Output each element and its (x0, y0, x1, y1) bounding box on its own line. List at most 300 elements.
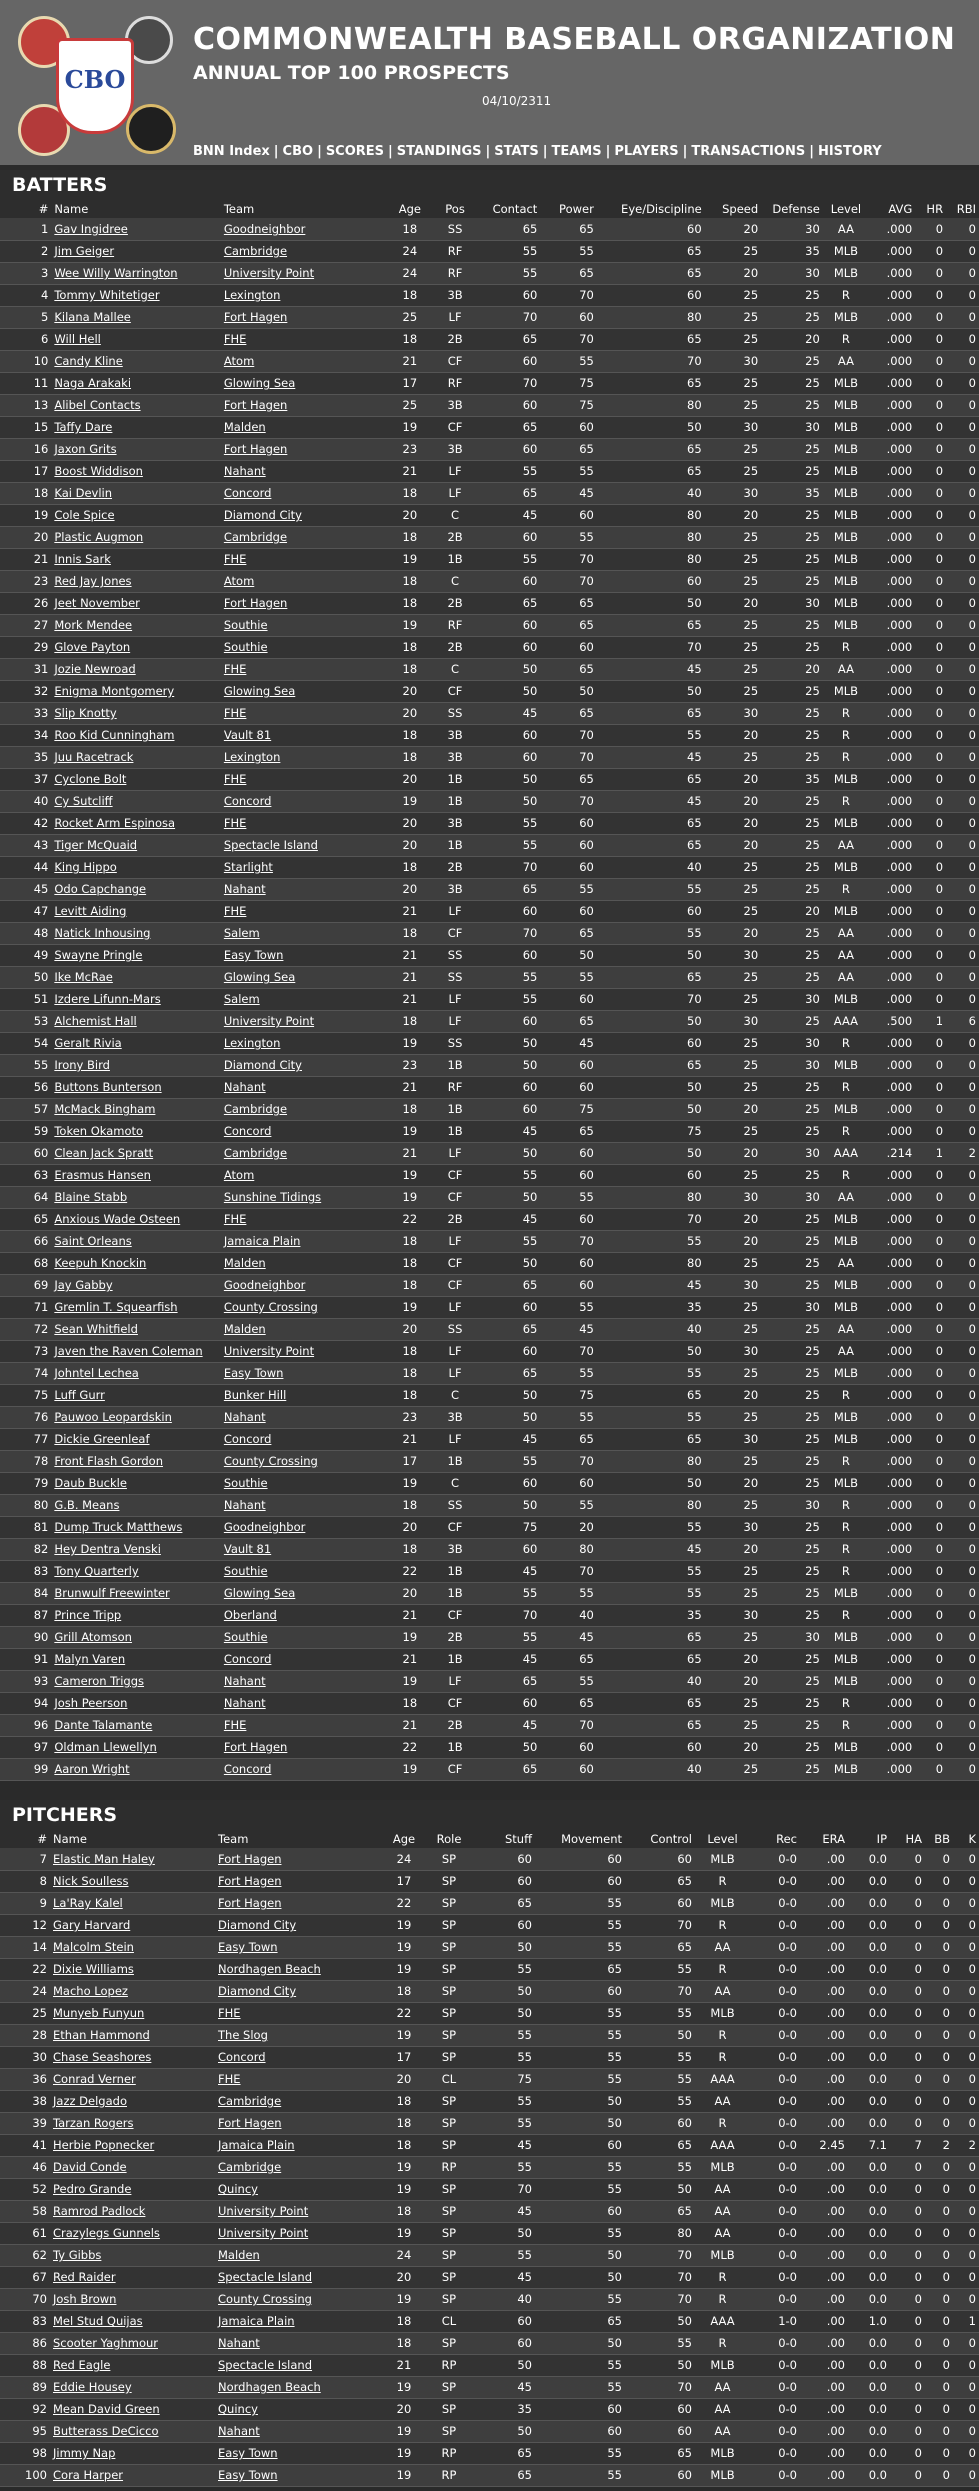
team-link[interactable]: Glowing Sea (223, 1586, 296, 1600)
table-cell: R (823, 1032, 869, 1054)
player-link[interactable]: Token Okamoto (54, 1124, 144, 1138)
team-link[interactable]: County Crossing (223, 1454, 318, 1468)
team-link[interactable]: FHE (218, 2072, 241, 2086)
nav-link-transactions[interactable]: TRANSACTIONS (691, 144, 806, 159)
nav-link-cbo[interactable]: CBO (282, 144, 314, 159)
table-cell (215, 1870, 385, 1892)
player-link[interactable]: Tony Quarterly (54, 1564, 139, 1578)
player-link[interactable]: Tommy Whitetiger (54, 288, 160, 302)
player-link[interactable]: Will Hell (54, 332, 101, 346)
player-link[interactable]: Tiger McQuaid (54, 838, 138, 852)
player-link[interactable]: Wee Willy Warrington (54, 266, 178, 280)
table-cell: 0 (915, 1274, 946, 1296)
player-link[interactable]: Red Raider (53, 2270, 116, 2284)
team-link[interactable]: Nahant (223, 1498, 266, 1512)
table-cell: 67 (0, 2266, 50, 2288)
table-cell: 19 (0, 504, 51, 526)
team-link[interactable]: Goodneighbor (223, 221, 306, 236)
team-link[interactable]: Fort Hagen (223, 310, 288, 324)
player-link[interactable]: Jazz Delgado (53, 2094, 127, 2108)
nav-link-stats[interactable]: STATS (494, 144, 539, 159)
team-link[interactable]: Nordhagen Beach (218, 1962, 321, 1976)
nav-link-players[interactable]: PLAYERS (614, 144, 679, 159)
player-link[interactable]: Malyn Varen (54, 1652, 126, 1666)
table-cell: 60 (0, 1142, 51, 1164)
team-link[interactable]: FHE (223, 816, 247, 830)
table-cell: .000 (869, 1670, 915, 1692)
team-link[interactable]: University Point (218, 2204, 309, 2218)
team-link[interactable]: Sunshine Tidings (223, 1190, 322, 1204)
table-cell: .000 (869, 812, 915, 834)
player-link[interactable]: Ramrod Padlock (53, 2204, 146, 2218)
table-cell: 0 (915, 548, 946, 570)
team-link[interactable]: Diamond City (223, 508, 302, 522)
team-link[interactable]: Fort Hagen (223, 1740, 288, 1754)
table-cell: 0 (946, 240, 979, 262)
player-link[interactable]: Natick Inhousing (54, 926, 151, 940)
player-link[interactable]: Taffy Dare (54, 420, 113, 434)
table-cell: C (429, 1472, 480, 1494)
team-link[interactable]: Vault 81 (223, 1542, 272, 1556)
player-link[interactable]: Red Eagle (53, 2358, 111, 2372)
player-link[interactable]: Javen the Raven Coleman (54, 1344, 203, 1358)
player-link[interactable]: Mean David Green (53, 2402, 160, 2416)
table-cell: 50 (0, 966, 51, 988)
table-cell: 0.0 (848, 2112, 890, 2134)
table-cell: 70 (540, 1230, 597, 1252)
team-link[interactable]: Nahant (223, 464, 266, 478)
team-link[interactable]: Atom (223, 354, 255, 368)
team-link[interactable]: Easy Town (218, 1940, 278, 1954)
player-link[interactable]: Chase Seashores (53, 2050, 152, 2064)
team-link[interactable]: Nahant (218, 2336, 260, 2350)
team-link[interactable]: Fort Hagen (218, 1874, 282, 1888)
player-link[interactable]: Geralt Rivia (54, 1036, 122, 1050)
team-link[interactable]: Goodneighbor (223, 1278, 306, 1292)
team-link[interactable]: Diamond City (218, 1918, 297, 1932)
team-link[interactable]: Concord (218, 2050, 266, 2064)
player-link[interactable]: Nick Soulless (53, 1874, 129, 1888)
player-link[interactable]: Oldman Llewellyn (54, 1740, 157, 1754)
team-link[interactable]: Easy Town (223, 1366, 284, 1380)
table-cell (221, 240, 391, 262)
table-cell: 56 (0, 1076, 51, 1098)
table-cell (50, 2222, 215, 2244)
team-link[interactable]: Concord (223, 1762, 272, 1776)
player-link[interactable]: Swayne Pringle (54, 948, 143, 962)
team-link[interactable]: Glowing Sea (223, 376, 296, 390)
player-link[interactable]: La'Ray Kalel (53, 1896, 123, 1910)
table-cell: 0 (925, 1892, 953, 1914)
team-link[interactable]: Nahant (223, 1080, 266, 1094)
team-link[interactable]: Concord (223, 1432, 272, 1446)
team-link[interactable]: Concord (223, 486, 272, 500)
team-link[interactable]: Malden (223, 420, 266, 434)
player-link[interactable]: Johntel Lechea (54, 1366, 139, 1380)
team-link[interactable]: FHE (223, 706, 247, 720)
table-cell: 0-0 (750, 1936, 800, 1958)
table-cell: 21 (390, 1142, 429, 1164)
team-link[interactable]: Malden (223, 1322, 266, 1336)
player-link[interactable]: Gary Harvard (53, 1918, 131, 1932)
table-cell: 1 (915, 1010, 946, 1032)
nav-link-teams[interactable]: TEAMS (551, 144, 602, 159)
team-link[interactable]: Diamond City (223, 1058, 302, 1072)
player-link[interactable]: Naga Arakaki (54, 376, 132, 390)
team-link[interactable]: Quincy (218, 2402, 258, 2416)
team-link[interactable]: Fort Hagen (218, 1896, 282, 1910)
player-link[interactable]: Eddie Housey (53, 2380, 132, 2394)
player-link[interactable]: Hey Dentra Venski (54, 1542, 161, 1556)
table-cell: 75 (540, 394, 597, 416)
player-link[interactable]: Anxious Wade Osteen (54, 1212, 181, 1226)
player-link[interactable]: Crazylegs Gunnels (53, 2226, 160, 2240)
table-cell: 55 (481, 1626, 541, 1648)
player-link[interactable]: Dixie Williams (53, 1962, 134, 1976)
player-link[interactable]: Cameron Triggs (54, 1674, 145, 1688)
team-link[interactable]: FHE (223, 904, 247, 918)
team-link[interactable]: Nahant (223, 882, 266, 896)
team-link[interactable]: Cambridge (223, 1102, 288, 1116)
team-link[interactable]: Easy Town (218, 2468, 278, 2482)
player-link[interactable]: Alchemist Hall (54, 1014, 137, 1028)
player-link[interactable]: Herbie Popnecker (53, 2138, 155, 2152)
player-link[interactable]: Cole Spice (54, 508, 115, 522)
batters-table (0, 200, 979, 1781)
table-cell: .000 (869, 570, 915, 592)
team-link[interactable]: Easy Town (223, 948, 284, 962)
player-link[interactable]: Keepuh Knockin (54, 1256, 147, 1270)
table-cell: 60 (475, 1870, 535, 1892)
table-row (0, 768, 979, 790)
player-link[interactable]: Grill Atomson (54, 1630, 132, 1644)
table-cell: 24 (390, 240, 429, 262)
player-link[interactable]: Cora Harper (53, 2468, 124, 2482)
nav-link-standings[interactable]: STANDINGS (396, 144, 482, 159)
table-cell: MLB (823, 988, 869, 1010)
table-row (0, 482, 979, 504)
team-link[interactable]: Jamaica Plain (223, 1234, 301, 1248)
table-cell: 25 (761, 680, 823, 702)
table-cell (221, 460, 391, 482)
player-link[interactable]: King Hippo (54, 860, 117, 874)
team-link[interactable]: Nahant (223, 1410, 266, 1424)
table-cell: 0 (915, 1384, 946, 1406)
table-cell: 60 (540, 1142, 597, 1164)
team-link[interactable]: Atom (223, 574, 255, 588)
team-link[interactable]: Bunker Hill (223, 1388, 287, 1402)
table-cell: 75 (0, 1384, 51, 1406)
player-link[interactable]: Candy Kline (54, 354, 123, 368)
player-link[interactable]: Front Flash Gordon (54, 1454, 163, 1468)
table-cell: 1B (429, 1054, 480, 1076)
table-cell: 0 (915, 1318, 946, 1340)
player-link[interactable]: Clean Jack Spratt (54, 1146, 154, 1160)
player-link[interactable]: Pedro Grande (53, 2182, 132, 2196)
team-link[interactable]: Cambridge (223, 530, 288, 544)
player-link[interactable]: Tarzan Rogers (53, 2116, 134, 2130)
player-link[interactable]: Izdere Lifunn-Mars (54, 992, 161, 1006)
table-cell: .000 (869, 306, 915, 328)
team-link[interactable]: Vault 81 (223, 728, 272, 742)
table-cell (221, 372, 391, 394)
team-link[interactable]: Glowing Sea (223, 970, 296, 984)
player-link[interactable]: Jimmy Nap (53, 2446, 116, 2460)
table-cell (51, 1582, 221, 1604)
player-link[interactable]: Red Jay Jones (54, 574, 132, 588)
team-link[interactable]: Lexington (223, 1036, 281, 1050)
player-link[interactable]: Sean Whitfield (54, 1322, 138, 1336)
player-link[interactable]: Roo Kid Cunningham (54, 728, 175, 742)
table-cell: 0 (915, 856, 946, 878)
team-link[interactable]: Cambridge (218, 2160, 282, 2174)
team-link[interactable]: Easy Town (218, 2446, 278, 2460)
player-link[interactable]: Ethan Hammond (53, 2028, 150, 2042)
nav-link-bnn-index[interactable]: BNN Index (193, 144, 270, 159)
team-link[interactable]: Atom (223, 1168, 255, 1182)
team-link[interactable]: Salem (223, 926, 260, 940)
player-link[interactable]: Jozie Newroad (54, 662, 136, 676)
team-link[interactable]: Nahant (218, 2424, 260, 2438)
table-cell: SP (423, 1892, 475, 1914)
team-link[interactable]: FHE (223, 552, 247, 566)
table-row (0, 1054, 979, 1076)
team-link[interactable]: FHE (223, 1718, 247, 1732)
player-link[interactable]: Mork Mendee (54, 618, 133, 632)
table-cell: MLB (695, 2354, 750, 2376)
table-cell: 8 (0, 1870, 50, 1892)
table-cell (51, 240, 221, 262)
table-cell: 80 (0, 1494, 51, 1516)
player-link[interactable]: Munyeb Funyun (53, 2006, 145, 2020)
table-cell: 0 (946, 1582, 979, 1604)
player-link[interactable]: Dickie Greenleaf (54, 1432, 150, 1446)
team-link[interactable]: FHE (223, 332, 247, 346)
table-cell: 0-0 (750, 1914, 800, 1936)
table-cell: AAA (695, 2310, 750, 2332)
player-link[interactable]: Kai Devlin (54, 486, 113, 500)
table-row (0, 1604, 979, 1626)
table-cell: 60 (535, 2134, 625, 2156)
player-link[interactable]: Jim Geiger (54, 244, 115, 258)
team-link[interactable]: Jamaica Plain (218, 2138, 295, 2152)
player-link[interactable]: Mel Stud Quijas (53, 2314, 143, 2328)
table-cell: 0 (915, 966, 946, 988)
team-link[interactable]: Salem (223, 992, 260, 1006)
player-link[interactable]: G.B. Means (54, 1498, 120, 1512)
table-cell: 55 (535, 2178, 625, 2200)
table-cell: 25 (761, 1120, 823, 1142)
team-link[interactable]: Cambridge (223, 1146, 288, 1160)
table-cell: 0 (946, 1736, 979, 1758)
player-link[interactable]: Odo Capchange (54, 882, 147, 896)
table-cell: R (823, 1516, 869, 1538)
table-cell: R (695, 2266, 750, 2288)
team-link[interactable]: Cambridge (223, 244, 288, 258)
player-link[interactable]: Josh Peerson (54, 1696, 128, 1710)
team-link[interactable]: Malden (218, 2248, 260, 2262)
team-link[interactable]: FHE (223, 662, 247, 676)
player-link[interactable]: Rocket Arm Espinosa (54, 816, 176, 830)
player-link[interactable]: Boost Widdison (54, 464, 143, 478)
player-link[interactable]: Aaron Wright (54, 1762, 130, 1776)
player-link[interactable]: Jeet November (54, 596, 140, 610)
table-cell: 30 (761, 1054, 823, 1076)
team-link[interactable]: Southie (223, 1630, 268, 1644)
column-header: Age (392, 1832, 416, 1846)
team-link[interactable]: Fort Hagen (223, 398, 288, 412)
player-link[interactable]: Irony Bird (54, 1058, 110, 1072)
table-cell: 18 (0, 482, 51, 504)
table-cell: .00 (800, 1980, 848, 2002)
player-link[interactable]: Dump Truck Matthews (54, 1520, 183, 1534)
player-link[interactable]: Jaxon Grits (54, 442, 117, 456)
player-link[interactable]: Buttons Bunterson (54, 1080, 162, 1094)
table-cell: 0 (946, 1494, 979, 1516)
nav-link-history[interactable]: HISTORY (817, 144, 882, 159)
table-cell: 21 (390, 988, 429, 1010)
player-link[interactable]: Brunwulf Freewinter (54, 1586, 170, 1600)
player-link[interactable]: Saint Orleans (54, 1234, 132, 1248)
table-cell (50, 2244, 215, 2266)
team-link[interactable]: County Crossing (218, 2292, 312, 2306)
table-cell: SP (423, 1936, 475, 1958)
team-link[interactable]: Starlight (223, 860, 273, 874)
player-link[interactable]: Josh Brown (53, 2292, 117, 2306)
player-link[interactable]: Macho Lopez (53, 1984, 128, 1998)
table-row (0, 1142, 979, 1164)
player-link[interactable]: Conrad Verner (53, 2072, 136, 2086)
team-link[interactable]: Fort Hagen (223, 442, 288, 456)
player-link[interactable]: Prince Tripp (54, 1608, 122, 1622)
table-cell (51, 768, 221, 790)
team-link[interactable]: Cambridge (218, 2094, 282, 2108)
team-link[interactable]: Southie (223, 1564, 268, 1578)
team-link[interactable]: University Point (218, 2226, 309, 2240)
team-link[interactable]: Fort Hagen (218, 2116, 282, 2130)
player-link[interactable]: Glove Payton (54, 640, 131, 654)
player-link[interactable]: Innis Sark (54, 552, 111, 566)
player-link[interactable]: Dante Talamante (54, 1718, 153, 1732)
player-link[interactable]: Cy Sutcliff (54, 794, 113, 808)
player-link[interactable]: Elastic Man Haley (53, 1851, 155, 1866)
player-link[interactable]: Pauwoo Leopardskin (54, 1410, 172, 1424)
player-link[interactable]: Slip Knotty (54, 706, 117, 720)
team-link[interactable]: Southie (223, 640, 268, 654)
player-link[interactable]: McMack Bingham (54, 1102, 156, 1116)
table-cell: 62 (0, 2244, 50, 2266)
team-link[interactable]: FHE (223, 1212, 247, 1226)
table-cell: 50 (475, 1980, 535, 2002)
player-link[interactable]: Blaine Stabb (54, 1190, 128, 1204)
team-link[interactable]: Nahant (223, 1696, 266, 1710)
table-cell: R (695, 2332, 750, 2354)
player-link[interactable]: Juu Racetrack (54, 750, 134, 764)
table-cell: .000 (869, 1714, 915, 1736)
team-link[interactable]: Quincy (218, 2182, 258, 2196)
table-cell: 0 (915, 1340, 946, 1362)
nav-link-scores[interactable]: SCORES (325, 144, 385, 159)
table-cell: 20 (705, 790, 762, 812)
table-cell (221, 416, 391, 438)
player-link[interactable]: Cyclone Bolt (54, 772, 127, 786)
table-cell: 20 (385, 2068, 423, 2090)
team-link[interactable]: Spectacle Island (218, 2358, 313, 2372)
table-cell: 0-0 (750, 2332, 800, 2354)
player-link[interactable]: Ike McRae (54, 970, 113, 984)
team-link[interactable]: Oberland (223, 1608, 277, 1622)
team-link[interactable]: Lexington (223, 750, 281, 764)
player-link[interactable]: Jay Gabby (54, 1278, 113, 1292)
table-cell: 21 (390, 900, 429, 922)
table-cell: 21 (390, 350, 429, 372)
team-link[interactable]: County Crossing (223, 1300, 318, 1314)
player-link[interactable]: Daub Buckle (54, 1476, 127, 1490)
table-cell: .000 (869, 944, 915, 966)
table-row (0, 2266, 979, 2288)
table-row (0, 1560, 979, 1582)
team-link[interactable]: The Slog (218, 2028, 268, 2042)
team-link[interactable]: Goodneighbor (223, 1520, 306, 1534)
team-link[interactable]: Concord (223, 794, 272, 808)
table-cell: 18 (390, 570, 429, 592)
team-link[interactable]: Southie (223, 1476, 268, 1490)
player-link[interactable]: David Conde (53, 2160, 127, 2174)
team-link[interactable]: FHE (218, 2006, 241, 2020)
player-link[interactable]: Scooter Yaghmour (53, 2336, 158, 2350)
player-link[interactable]: Butterass DeCicco (53, 2424, 159, 2438)
player-link[interactable]: Luff Gurr (54, 1388, 105, 1402)
table-header-row (0, 1830, 979, 1848)
team-link[interactable]: University Point (223, 1344, 315, 1358)
player-link[interactable]: Kilana Mallee (54, 310, 131, 324)
team-link[interactable]: Glowing Sea (223, 684, 296, 698)
table-cell: .000 (869, 482, 915, 504)
table-cell: 65 (481, 592, 541, 614)
table-cell (221, 570, 391, 592)
team-link[interactable]: Spectacle Island (223, 838, 318, 852)
player-link[interactable]: Ty Gibbs (53, 2248, 102, 2262)
table-cell (50, 1870, 215, 1892)
player-link[interactable]: Plastic Augmon (54, 530, 144, 544)
player-link[interactable]: Levitt Aiding (54, 904, 127, 918)
team-link[interactable]: Malden (223, 1256, 266, 1270)
team-link[interactable]: Fort Hagen (223, 596, 288, 610)
team-link[interactable]: Concord (223, 1124, 272, 1138)
player-link[interactable]: Malcolm Stein (53, 1940, 134, 1954)
team-link[interactable]: Diamond City (218, 1984, 297, 1998)
team-link[interactable]: Jamaica Plain (218, 2314, 295, 2328)
team-link[interactable]: Nahant (223, 1674, 266, 1688)
player-link[interactable]: Gremlin T. Squearfish (54, 1300, 178, 1314)
player-link[interactable]: Enigma Montgomery (54, 684, 175, 698)
team-link[interactable]: Nordhagen Beach (218, 2380, 321, 2394)
team-link[interactable]: Spectacle Island (218, 2270, 313, 2284)
team-link[interactable]: FHE (223, 772, 247, 786)
table-cell: 65 (481, 328, 541, 350)
player-link[interactable]: Alibel Contacts (54, 398, 141, 412)
team-link[interactable]: Fort Hagen (218, 1851, 282, 1866)
table-cell (221, 1318, 391, 1340)
team-link[interactable]: Southie (223, 618, 268, 632)
player-link[interactable]: Erasmus Hansen (54, 1168, 151, 1182)
player-link[interactable]: Gav Ingidree (54, 221, 128, 236)
team-link[interactable]: Lexington (223, 288, 281, 302)
team-link[interactable]: Concord (223, 1652, 272, 1666)
team-link[interactable]: University Point (223, 1014, 315, 1028)
table-cell: 21 (385, 2354, 423, 2376)
team-link[interactable]: University Point (223, 266, 315, 280)
